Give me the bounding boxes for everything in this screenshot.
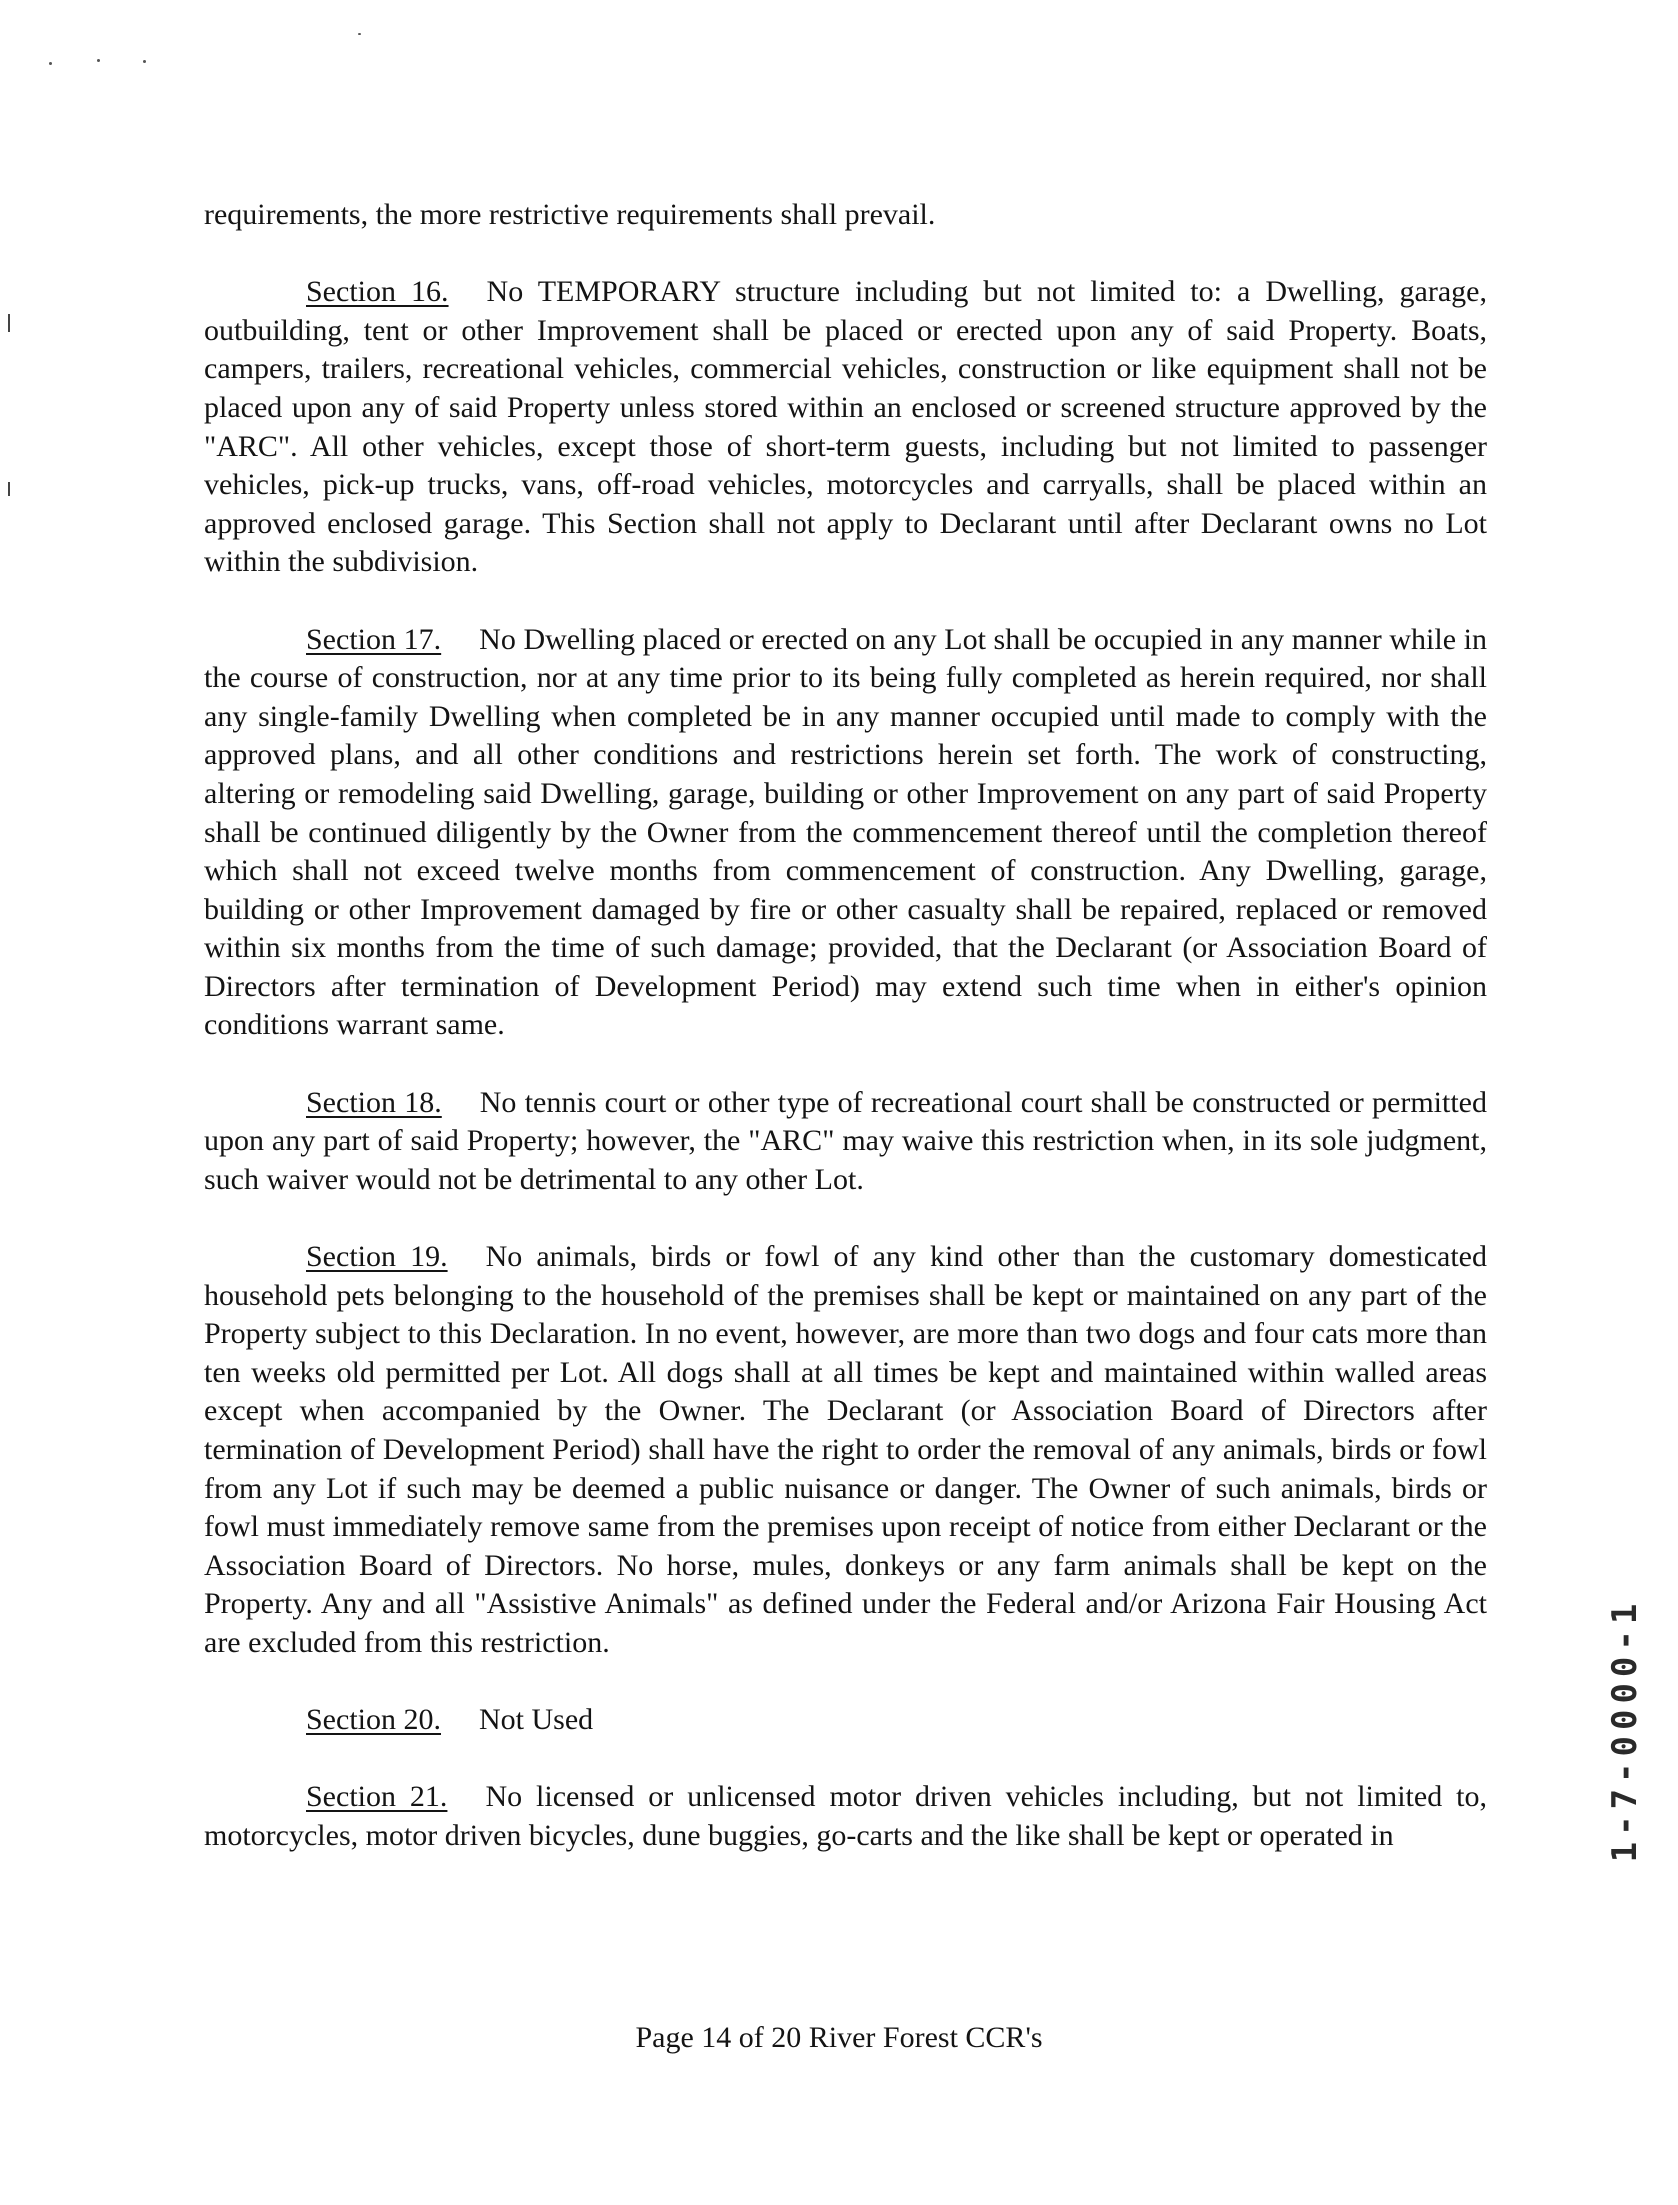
scan-speck xyxy=(49,62,52,65)
section-20-label: Section 20. xyxy=(306,1703,441,1737)
section-19-label: Section 19. xyxy=(306,1240,448,1274)
section-21-text: No licensed or unlicensed motor driven vehicles including, but not limited to, motorcycles, motor driven bicycles, dune buggies, go-carts and the like shall be kept or operated in xyxy=(204,1780,1487,1852)
section-17-text: No Dwelling placed or erected on any Lot shall be occupied in any manner while in the course of construction, nor at any time prior to its being fully completed as herein required, nor shall any single-family Dwelling when completed be in any manner occupied until made to comply with the approved plans, and all other conditions and restrictions herein set forth. The work of constructing, altering or remodeling said Dwelling, garage, building or other Improvement on any part of said Property shall be continued diligently by the Owner from the commencement thereof until the completion thereof which shall not exceed twelve months from commencement of construction. Any Dwelling, garage, building or other Improvement damaged by fire or other casualty shall be repaired, replaced or removed within six months from the time of such damage; provided, that the Declarant (or Association Board of Directors after termination of Development Period) may extend such time when in either's opinion conditions warrant same. xyxy=(204,622,1487,1042)
margin-tick xyxy=(8,314,10,332)
margin-tick xyxy=(8,482,10,496)
section-16-text: No TEMPORARY structure including but not limited to: a Dwelling, garage, outbuilding, tent or other Improvement shall be placed or erected upon any of said Property. Boats, campers, trailers, recreational vehicles, commercial vehicles, construction or like equipment shall not be placed upon any of said Property unless stored within an enclosed or screened structure approved by the "ARC". All other vehicles, except those of short-term guests, including but not limited to passenger vehicles, pick-up trucks, vans, off-road vehicles, motorcycles and carryalls, shall be placed within an approved enclosed garage. This Section shall not apply to Declarant until after Declarant owns no Lot within the subdivision. xyxy=(204,275,1487,579)
scan-speck xyxy=(143,60,146,63)
section-20-text: Not Used xyxy=(479,1703,594,1737)
section-19-text: No animals, birds or fowl of any kind other than the customary domesticated household pets belonging to the household of the premises shall be kept or maintained on any part of the Property subject to this Declaration. In no event, however, are more than two dogs and four cats more than ten weeks old permitted per Lot. All dogs shall at all times be kept and maintained within walled areas except when accompanied by the Owner. The Declarant (or Association Board of Directors after termination of Development Period) shall have the right to order the removal of any animals, birds or fowl from any Lot if such may be deemed a public nuisance or danger. The Owner of such animals, birds or fowl must immediately remove same from the premises upon receipt of notice from either Declarant or the Association Board of Directors. No horse, mules, donkeys or any farm animals shall be kept on the Property. Any and all "Assistive Animals" as defined under the Federal and/or Arizona Fair Housing Act are excluded from this restriction. xyxy=(204,1240,1487,1659)
scan-speck xyxy=(97,59,100,62)
section-20 xyxy=(204,1701,1487,1740)
recording-stamp xyxy=(1600,1570,1650,1890)
section-19 xyxy=(204,1238,1487,1663)
recording-stamp-text: 1-7-0000-1 xyxy=(1605,1597,1645,1863)
section-18-text: No tennis court or other type of recreational court shall be constructed or permitted upon any part of said Property; however, the "ARC" may waive this restriction when, in its sole judgment, such waiver would not be detrimental to any other Lot. xyxy=(204,1085,1487,1196)
section-16-label: Section 16. xyxy=(306,275,449,309)
page-footer: Page 14 of 20 River Forest CCR's xyxy=(635,2021,1043,2054)
section-18-label: Section 18. xyxy=(306,1085,442,1119)
section-16 xyxy=(204,273,1487,582)
document-body xyxy=(204,196,1487,1856)
section-18 xyxy=(204,1084,1487,1200)
scan-speck xyxy=(358,33,361,35)
section-21 xyxy=(204,1778,1487,1855)
section-21-label: Section 21. xyxy=(306,1780,448,1814)
continuation-text: requirements, the more restrictive requirements shall prevail. xyxy=(204,198,936,231)
section-17-label: Section 17. xyxy=(306,622,442,656)
section-17 xyxy=(204,621,1487,1046)
